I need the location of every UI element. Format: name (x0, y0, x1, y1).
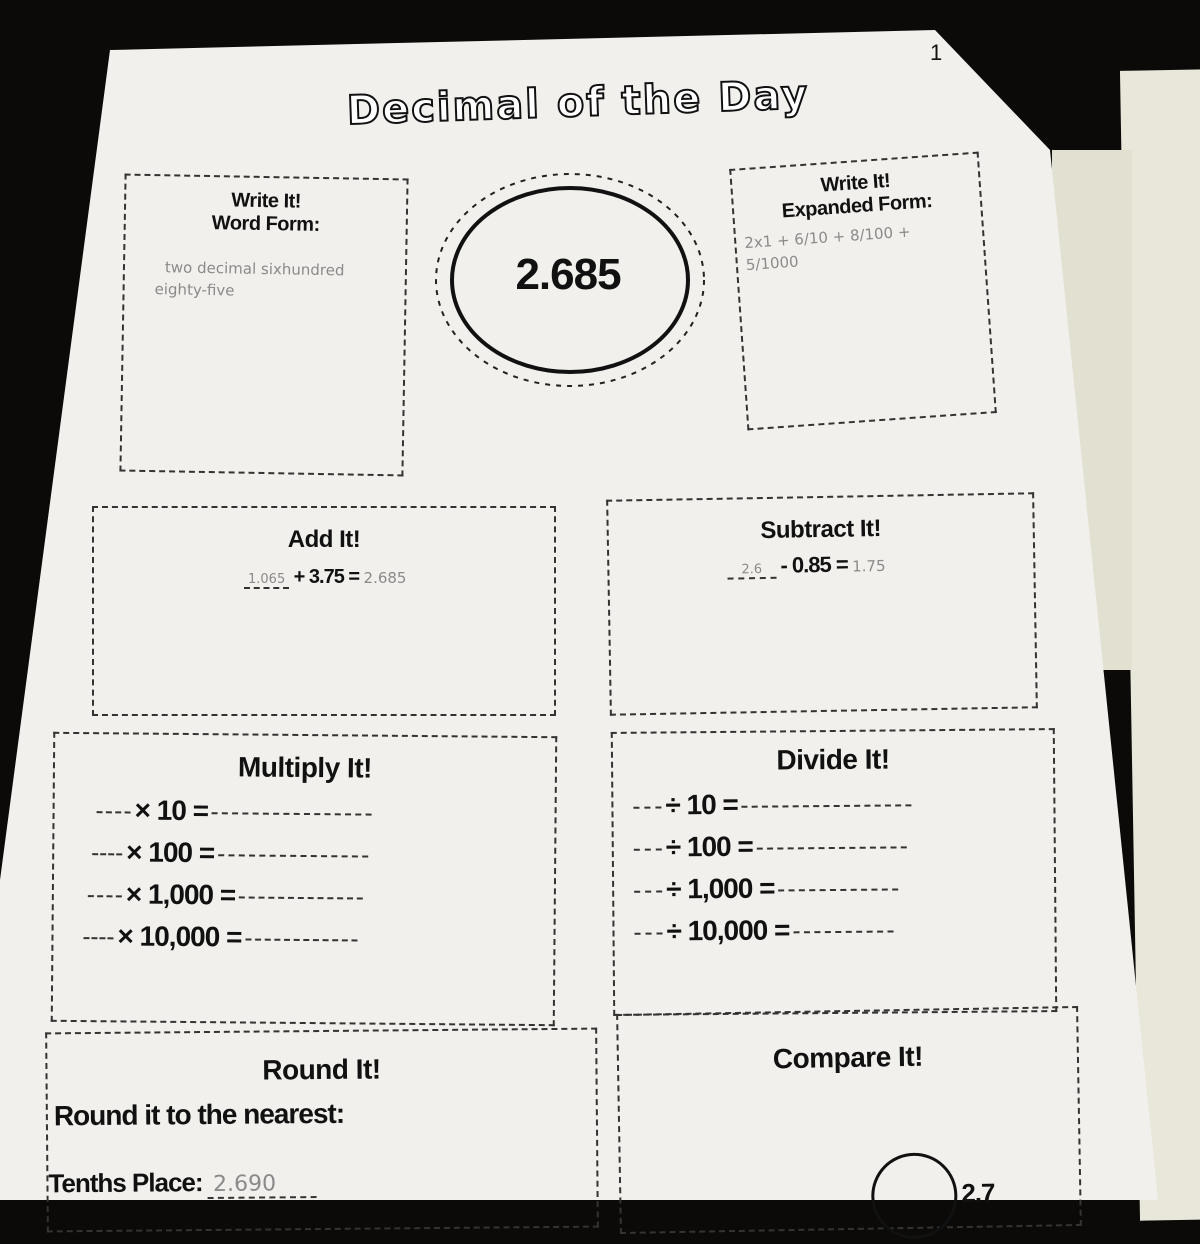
subtract-result: 1.75 (852, 556, 886, 576)
multiply-operation: × 1,000 = (125, 878, 236, 911)
tenths-place-label: Tenths Place: (48, 1167, 203, 1199)
word-form-handwriting-1: two decimal sixhundred (164, 258, 345, 280)
round-it-box (45, 1028, 599, 1233)
subtract-blank-answer: 2.6 (727, 562, 776, 580)
divide-operation: ÷ 10 = (665, 788, 738, 821)
expanded-form-box (729, 152, 997, 431)
divide-row (629, 786, 1053, 822)
compare-circle (871, 1152, 958, 1239)
word-form-title-line1: Write It! (231, 189, 302, 213)
divide-row (630, 870, 1054, 906)
worksheet-title: Decimal of the Day (346, 71, 810, 135)
compare-it-title: Compare It! (772, 1040, 924, 1075)
multiply-row (88, 836, 554, 872)
divide-operation: ÷ 10,000 = (666, 914, 790, 947)
add-it-box (92, 506, 556, 716)
word-form-box (119, 174, 408, 477)
divide-operation: ÷ 100 = (665, 830, 753, 863)
subtract-it-box (606, 492, 1038, 715)
multiply-operation: × 100 = (126, 836, 215, 869)
round-it-title: Round It! (262, 1053, 381, 1086)
add-operation: + 3.75 = (293, 566, 360, 588)
multiply-operation: × 10,000 = (117, 920, 242, 953)
expanded-form-handwriting-2: 5/1000 (745, 252, 800, 275)
compare-value: 2.7 (961, 1177, 995, 1209)
subtract-operation: - 0.85 = (780, 551, 848, 578)
divide-row (630, 912, 1054, 948)
expanded-form-handwriting-1: 2x1 + 6/10 + 8/100 + (743, 222, 912, 253)
add-blank-answer: 1.065 (244, 572, 289, 589)
multiply-row (84, 878, 554, 914)
multiply-row (92, 794, 554, 830)
expanded-form-title-line2: Expanded Form: (781, 189, 934, 223)
page-number: 1 (930, 40, 943, 65)
word-form-title-line2: Word Form: (211, 212, 320, 236)
subtract-it-title: Subtract It! (760, 514, 882, 545)
add-result: 2.685 (363, 569, 407, 587)
divide-it-box (611, 728, 1057, 1016)
divide-operation: ÷ 1,000 = (666, 872, 775, 905)
tenths-place-answer: 2.690 (207, 1171, 316, 1199)
expanded-form-title-line1: Write It! (819, 169, 891, 197)
word-form-handwriting-2: eighty-five (154, 280, 235, 300)
multiply-row (79, 920, 553, 956)
multiply-operation: × 10 = (134, 794, 209, 827)
multiply-it-box (51, 732, 558, 1026)
decimal-number: 2.685 (515, 250, 621, 299)
multiply-it-title: Multiply It! (237, 751, 373, 784)
round-instruction: Round it to the nearest: (53, 1097, 345, 1132)
add-it-title: Add It! (287, 526, 361, 553)
divide-row (630, 828, 1054, 864)
divide-it-title: Divide It! (776, 743, 890, 776)
